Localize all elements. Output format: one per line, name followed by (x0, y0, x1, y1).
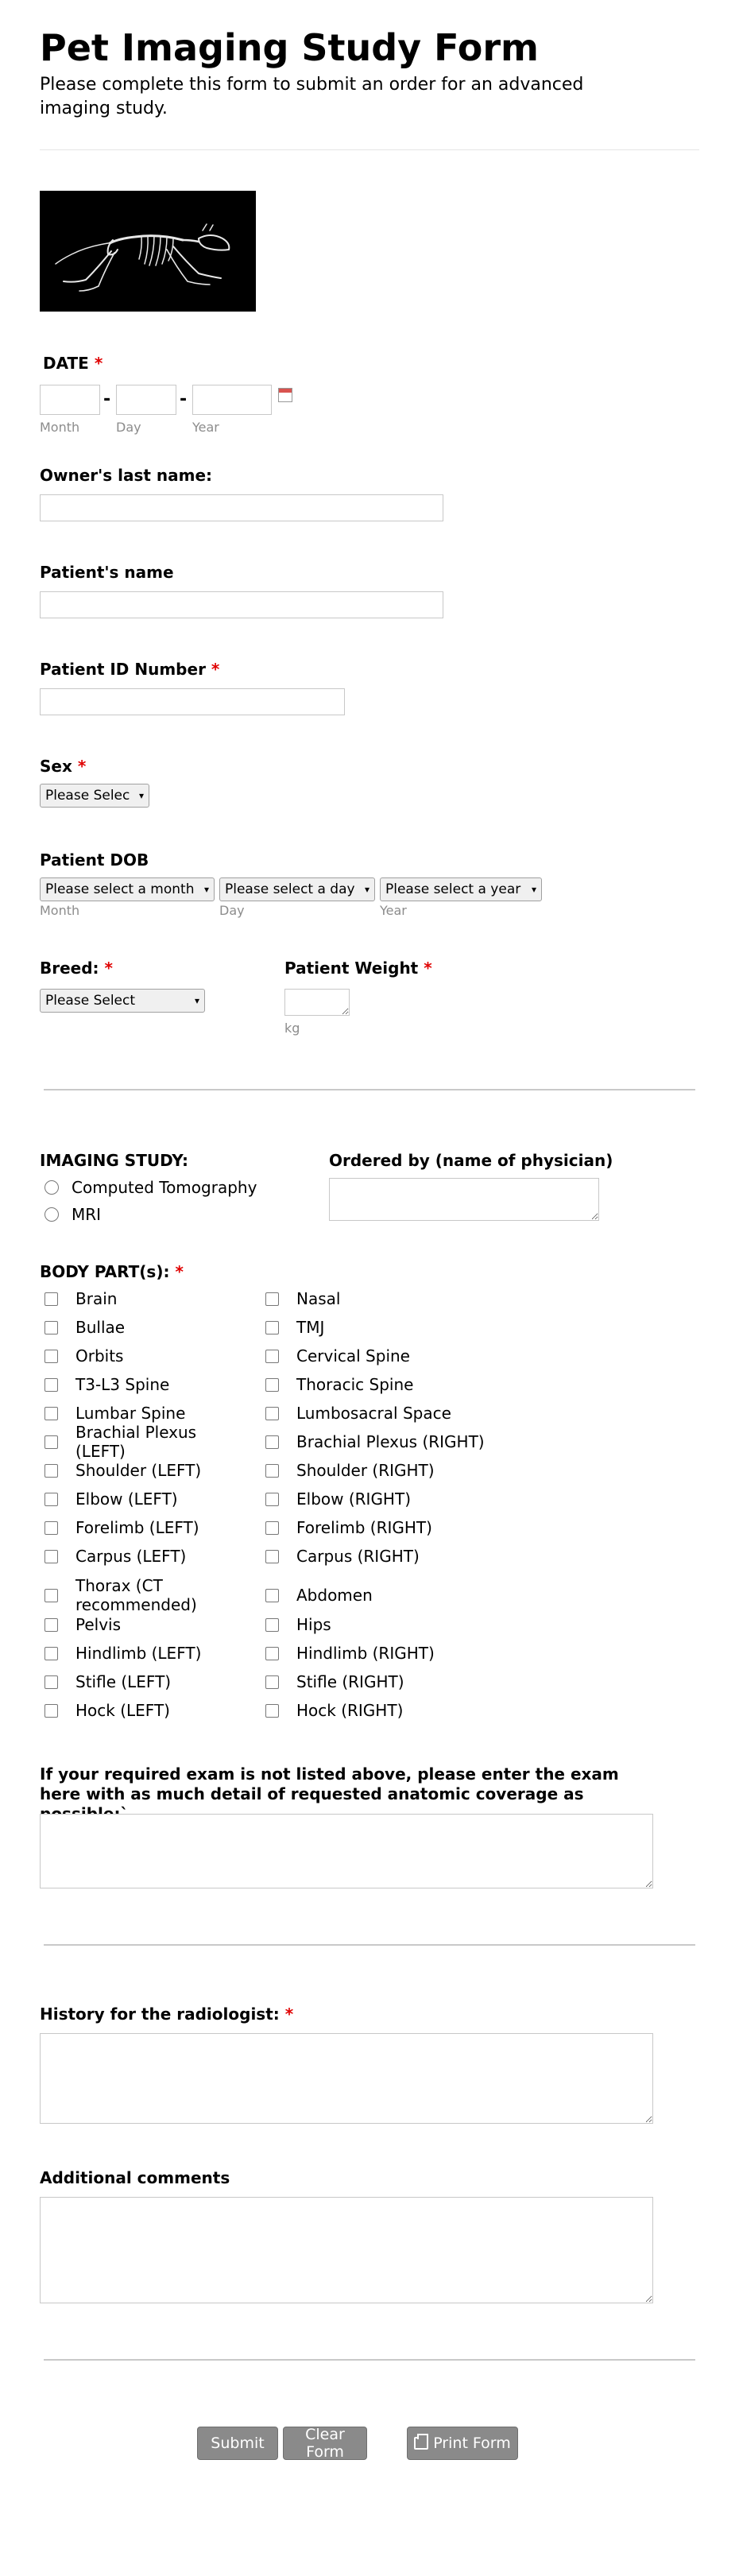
checkbox[interactable] (44, 1647, 58, 1660)
chevron-down-icon: ▾ (531, 884, 536, 895)
history-label: History for the radiologist: * (40, 2005, 294, 2024)
checkbox[interactable] (44, 1675, 58, 1689)
checkbox[interactable] (265, 1521, 279, 1535)
body-part-left-checkbox-row[interactable] (44, 1346, 251, 1365)
checkbox-label: Carpus (RIGHT) (296, 1547, 420, 1566)
form-description: Please complete this form to submit an order for an advanced imaging study. (40, 75, 584, 118)
date-year-sublabel: Year (192, 420, 219, 435)
body-part-left-checkbox-row[interactable] (44, 1701, 251, 1720)
section-divider (44, 1089, 695, 1090)
body-part-right-checkbox-row[interactable] (265, 1346, 520, 1365)
checkbox-label: Shoulder (RIGHT) (296, 1461, 435, 1480)
dob-day-select[interactable] (219, 877, 375, 901)
checkbox[interactable] (44, 1464, 58, 1478)
body-part-left-checkbox-row[interactable] (44, 1644, 251, 1663)
checkbox-label: Forelimb (LEFT) (75, 1518, 199, 1537)
patient-weight-input[interactable] (284, 989, 350, 1016)
weight-unit-sublabel: kg (284, 1021, 300, 1036)
other-exam-label: If your required exam is not listed above, please enter the exam here with as much detail of requested anatomic coverage as (40, 1764, 619, 1803)
chevron-down-icon: ▾ (203, 884, 209, 895)
calendar-icon[interactable] (278, 388, 292, 402)
checkbox-label: Hock (RIGHT) (296, 1701, 404, 1720)
patient-id-label: Patient ID Number * (40, 660, 220, 679)
checkbox[interactable] (44, 1407, 58, 1420)
chevron-down-icon: ▾ (364, 884, 370, 895)
dob-year-sublabel: Year (380, 903, 407, 918)
sex-label: Sex * (40, 757, 87, 776)
dob-day-value: Please select a day (225, 881, 355, 897)
date-month-sublabel: Month (40, 420, 80, 435)
body-part-left-checkbox-row[interactable] (44, 1615, 251, 1634)
checkbox-label: Elbow (LEFT) (75, 1489, 178, 1509)
checkbox-label: Lumbar Spine (75, 1404, 186, 1423)
divider (40, 149, 699, 150)
checkbox-label: Hindlimb (RIGHT) (296, 1644, 435, 1663)
checkbox[interactable] (265, 1493, 279, 1506)
date-year-input[interactable] (192, 385, 272, 415)
checkbox-label: Pelvis (75, 1615, 122, 1634)
owner-last-name-label: Owner's last name: (40, 466, 213, 485)
body-part-left-checkbox-row[interactable] (44, 1575, 251, 1615)
date-month-input[interactable] (40, 385, 100, 415)
checkbox[interactable] (265, 1550, 279, 1563)
checkbox[interactable] (44, 1550, 58, 1563)
checkbox-label: T3-L3 Spine (75, 1375, 170, 1394)
imaging-study-label: IMAGING STUDY: (40, 1151, 188, 1170)
date-separator: - (180, 389, 188, 409)
dob-month-sublabel: Month (40, 903, 80, 918)
dob-year-value: Please select a year (385, 881, 521, 897)
page-title: Pet Imaging Study Form (40, 26, 539, 69)
chevron-down-icon: ▾ (194, 995, 199, 1006)
checkbox[interactable] (265, 1350, 279, 1363)
sex-selected-value: Please Selec (45, 788, 130, 804)
body-part-right-checkbox-row[interactable] (265, 1518, 520, 1537)
patient-dob-label: Patient DOB (40, 850, 149, 870)
checkbox[interactable] (44, 1493, 58, 1506)
checkbox-label: Shoulder (LEFT) (75, 1461, 202, 1480)
checkbox[interactable] (44, 1589, 58, 1602)
checkbox-label: Thorax (CT recommended) (75, 1576, 197, 1614)
checkbox[interactable] (44, 1704, 58, 1718)
body-part-right-checkbox-row[interactable] (265, 1575, 520, 1615)
checkbox[interactable] (265, 1647, 279, 1660)
clear-form-button[interactable]: Clear Form (283, 2427, 367, 2460)
imaging-option-ct[interactable] (44, 1178, 257, 1197)
checkbox-label: Elbow (RIGHT) (296, 1489, 411, 1509)
checkbox-label: Carpus (LEFT) (75, 1547, 187, 1566)
patient-name-input[interactable] (40, 591, 443, 618)
body-part-left-checkbox-row[interactable] (44, 1375, 251, 1394)
checkbox-label: Abdomen (296, 1586, 373, 1605)
chevron-down-icon: ▾ (138, 790, 144, 801)
body-part-left-checkbox-row[interactable] (44, 1289, 251, 1308)
patient-weight-label: Patient Weight * (284, 959, 432, 978)
breed-selected-value: Please Select (45, 993, 136, 1009)
body-part-left-checkbox-row[interactable] (44, 1461, 251, 1480)
checkbox-label: Stifle (RIGHT) (296, 1672, 404, 1691)
checkbox-label: TMJ (296, 1318, 325, 1337)
checkbox-label: Brachial Plexus (RIGHT) (296, 1432, 485, 1451)
printer-icon (414, 2437, 428, 2450)
checkbox-label: Lumbosacral Space (296, 1404, 451, 1423)
additional-comments-label: Additional comments (40, 2168, 230, 2187)
checkbox-label: Hips (296, 1615, 331, 1634)
body-part-left-checkbox-row[interactable] (44, 1518, 251, 1537)
radio-label: Computed Tomography (72, 1178, 257, 1197)
checkbox[interactable] (44, 1321, 58, 1334)
dob-month-select[interactable] (40, 877, 215, 901)
body-part-right-checkbox-row[interactable] (265, 1644, 520, 1663)
body-part-right-checkbox-row[interactable] (265, 1701, 520, 1720)
checkbox[interactable] (265, 1618, 279, 1632)
sex-select[interactable] (40, 784, 149, 808)
body-part-right-checkbox-row[interactable] (265, 1404, 520, 1423)
dob-month-value: Please select a month (45, 881, 195, 897)
body-part-right-checkbox-row[interactable] (265, 1318, 520, 1337)
checkbox-label: Orbits (75, 1346, 124, 1365)
checkbox[interactable] (44, 1378, 58, 1392)
checkbox[interactable] (265, 1435, 279, 1449)
checkbox[interactable] (265, 1464, 279, 1478)
body-part-right-checkbox-row[interactable] (265, 1615, 520, 1634)
checkbox-label: Nasal (296, 1289, 341, 1308)
checkbox[interactable] (265, 1589, 279, 1602)
checkbox-label: Cervical Spine (296, 1346, 410, 1365)
patient-id-input[interactable] (40, 688, 345, 715)
date-day-input[interactable] (116, 385, 176, 415)
body-part-right-checkbox-row[interactable] (265, 1547, 520, 1566)
checkbox[interactable] (265, 1704, 279, 1718)
breed-select[interactable] (40, 989, 205, 1013)
body-part-right-checkbox-row[interactable] (265, 1432, 520, 1451)
checkbox-label: Forelimb (RIGHT) (296, 1518, 432, 1537)
checkbox[interactable] (265, 1292, 279, 1306)
body-part-left-checkbox-row[interactable] (44, 1318, 251, 1337)
body-part-right-checkbox-row[interactable] (265, 1375, 520, 1394)
checkbox-label: Thoracic Spine (296, 1375, 414, 1394)
checkbox-label: Hock (LEFT) (75, 1701, 170, 1720)
dob-day-sublabel: Day (219, 903, 245, 918)
ordered-by-input[interactable] (329, 1178, 599, 1221)
body-parts-label: BODY PART(s): * (40, 1262, 184, 1281)
checkbox-label: Brachial Plexus (LEFT) (75, 1423, 197, 1461)
body-part-right-checkbox-row[interactable] (265, 1489, 520, 1509)
section-divider (44, 1944, 695, 1946)
additional-comments-textarea[interactable] (40, 2197, 653, 2303)
other-exam-textarea[interactable] (40, 1814, 653, 1888)
body-part-left-checkbox-row[interactable] (44, 1672, 251, 1691)
radio-button[interactable] (44, 1207, 59, 1222)
body-part-right-checkbox-row[interactable] (265, 1289, 520, 1308)
body-part-left-checkbox-row[interactable] (44, 1547, 251, 1566)
checkbox[interactable] (44, 1350, 58, 1363)
body-part-left-checkbox-row[interactable] (44, 1423, 251, 1461)
dog-xray-image (40, 191, 256, 312)
checkbox-label: Bullae (75, 1318, 126, 1337)
section-divider (44, 2359, 695, 2361)
checkbox-label: Brain (75, 1289, 118, 1308)
print-form-button[interactable] (407, 2427, 518, 2460)
history-textarea[interactable] (40, 2033, 653, 2124)
ordered-by-label: Ordered by (name of physician) (329, 1151, 613, 1170)
print-form-label: Print Form (433, 2435, 511, 2452)
date-separator: - (103, 389, 111, 409)
submit-button[interactable]: Submit (197, 2427, 278, 2460)
body-part-right-checkbox-row[interactable] (265, 1461, 520, 1480)
radio-label: MRI (72, 1205, 102, 1224)
checkbox-label: Stifle (LEFT) (75, 1672, 172, 1691)
date-label: DATE * (43, 354, 103, 373)
body-part-left-checkbox-row[interactable] (44, 1489, 251, 1509)
breed-label: Breed: * (40, 959, 113, 978)
checkbox[interactable] (265, 1675, 279, 1689)
body-part-left-checkbox-row[interactable] (44, 1404, 251, 1423)
owner-last-name-input[interactable] (40, 494, 443, 521)
dob-year-select[interactable] (380, 877, 542, 901)
checkbox[interactable] (265, 1321, 279, 1334)
checkbox[interactable] (44, 1435, 58, 1449)
checkbox[interactable] (44, 1618, 58, 1632)
checkbox[interactable] (44, 1521, 58, 1535)
date-day-sublabel: Day (116, 420, 141, 435)
patient-name-label: Patient's name (40, 563, 174, 582)
checkbox[interactable] (44, 1292, 58, 1306)
body-part-right-checkbox-row[interactable] (265, 1672, 520, 1691)
checkbox[interactable] (265, 1407, 279, 1420)
checkbox-label: Hindlimb (LEFT) (75, 1644, 202, 1663)
imaging-option-mri[interactable] (44, 1205, 101, 1224)
radio-button[interactable] (44, 1180, 59, 1195)
checkbox[interactable] (265, 1378, 279, 1392)
